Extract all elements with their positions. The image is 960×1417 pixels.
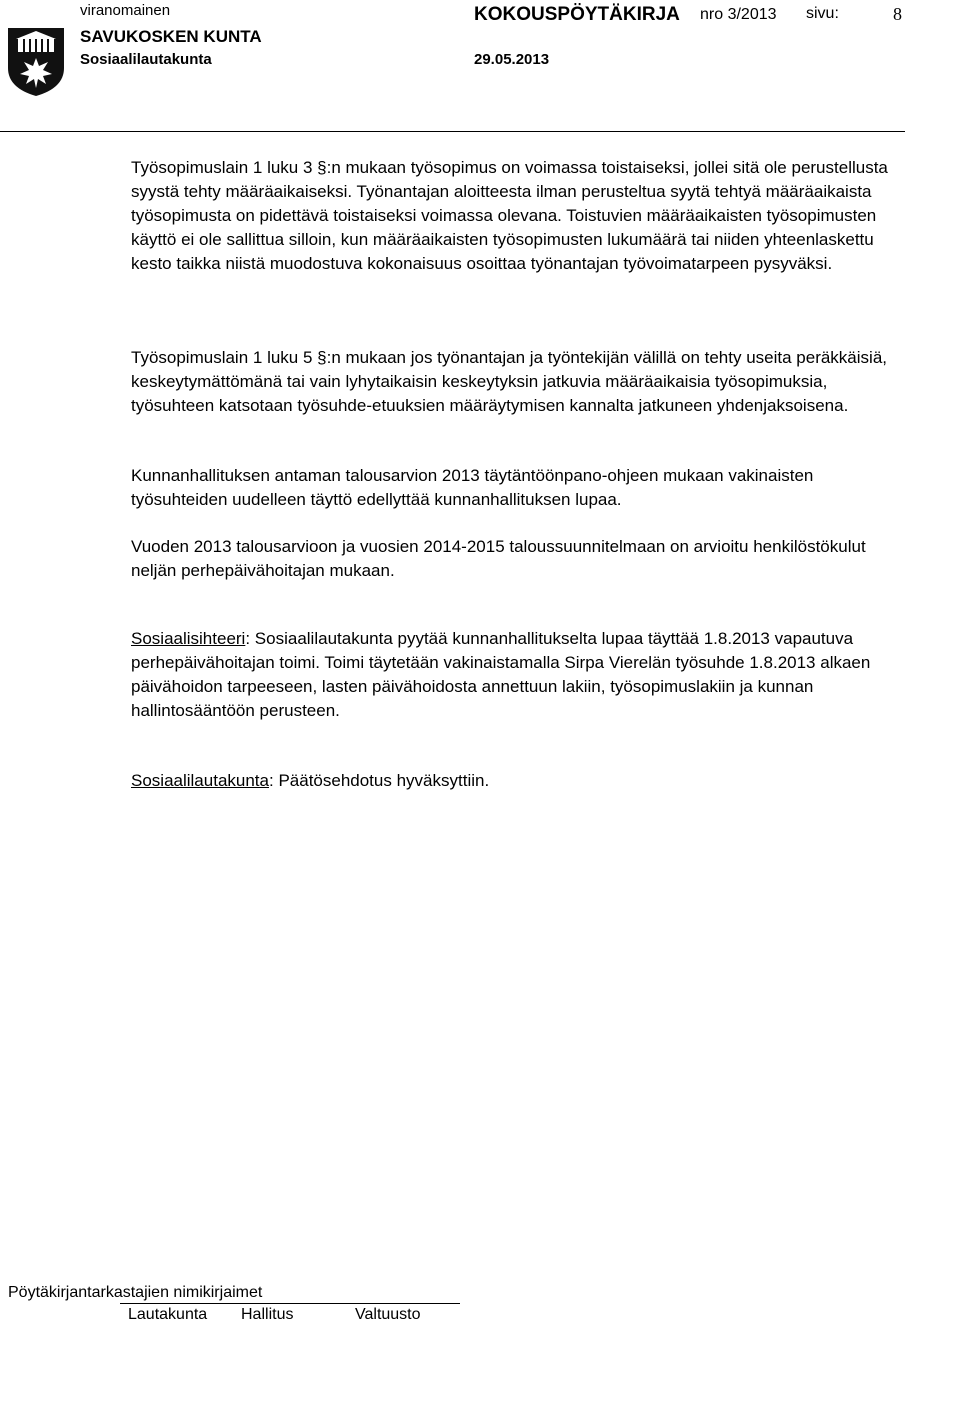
header-divider — [0, 131, 905, 132]
document-number: nro 3/2013 — [700, 6, 777, 23]
paragraph-consecutive-contracts: Työsopimuslain 1 luku 5 §:n mukaan jos työnantajan ja työntekijän välillä on tehty useita peräkkäisiä, keskeytymättömänä tai vain lyhytaikaisin keskeytyksin jatkuvia määräaikaisia työsopimuksia, työsuhteen katsotaan työsuhde-etuuksien määräytymisen kannalta jatkuneen yhdenjaksoisena. — [131, 348, 887, 415]
signatures-divider — [120, 1303, 460, 1304]
signature-column-lautakunta: Lautakunta — [128, 1306, 208, 1323]
document-status: viranomainen — [80, 2, 171, 19]
board-name: Sosiaalilautakunta — [80, 51, 212, 68]
paragraph-personnel-costs: Vuoden 2013 talousarvioon ja vuosien 2014-2015 taloussuunnitelmaan on arvioitu henkilöstökulut neljän perhepäivähoitajan mukaan. — [131, 537, 866, 580]
proposal-paragraph — [131, 627, 911, 723]
signature-column-valtuusto: Valtuusto — [355, 1306, 421, 1323]
proposal-separator: : — [245, 629, 251, 648]
decision-paragraph — [131, 769, 911, 793]
meeting-date: 29.05.2013 — [474, 51, 550, 68]
paragraph-fixed-term-contracts: Työsopimuslain 1 luku 3 §:n mukaan työsopimus on voimassa toistaiseksi, jollei sitä ole perustellusta syystä tehty määräaikaiseksi. Työnantajan aloitteesta ilman perusteltua syytä tehtyä määräaikaista työsopimusta on pidettävä toistaiseksi voimassa olevana. Toistuvien määräaikaisten työsopimusten käyttö ei ole sallittua silloin, kun määräaikaisten työsopimusten lukumäärä tai niiden yhteenlaskettu kesto taikka niistä muodostuva kokonaisuus osoittaa työnantajan työvoimatarpeen pysyväksi. — [131, 158, 888, 273]
municipality-crest-icon — [6, 26, 66, 98]
proposal-text: Sosiaalilautakunta pyytää kunnanhallitukselta lupaa täyttää 1.8.2013 vapautuva perhepäivähoitajan toimi. Toimi täytetään vakinaistamalla Sirpa Vierelän työsuhde 1.8.2013 alkaen päivähoidon tarpeeseen, lasten päivähoidosta annettuun lakiin, työsopimuslakiin ja kunnan hallintosääntöön perusteen. — [131, 629, 871, 720]
decision-separator: : — [268, 771, 274, 790]
signatures-title: Pöytäkirjantarkastajien nimikirjaimet — [8, 1284, 263, 1301]
paragraph-budget-guideline: Kunnanhallituksen antaman talousarvion 2013 täytäntöönpano-ohjeen mukaan vakinaisten työsuhteiden uudelleen täyttö edellyttää kunnanhallituksen lupaa. — [131, 466, 814, 509]
organization-name: SAVUKOSKEN KUNTA — [80, 27, 262, 46]
decision-label: Sosiaalilautakunta — [131, 771, 269, 790]
page-label: sivu: — [806, 5, 839, 22]
decision-text: Päätösehdotus hyväksyttiin. — [273, 771, 490, 790]
proposal-label: Sosiaalisihteeri — [131, 629, 246, 648]
page-number: 8 — [893, 4, 902, 24]
signature-column-hallitus: Hallitus — [241, 1306, 294, 1323]
document-title: KOKOUSPÖYTÄKIRJA — [474, 4, 680, 25]
